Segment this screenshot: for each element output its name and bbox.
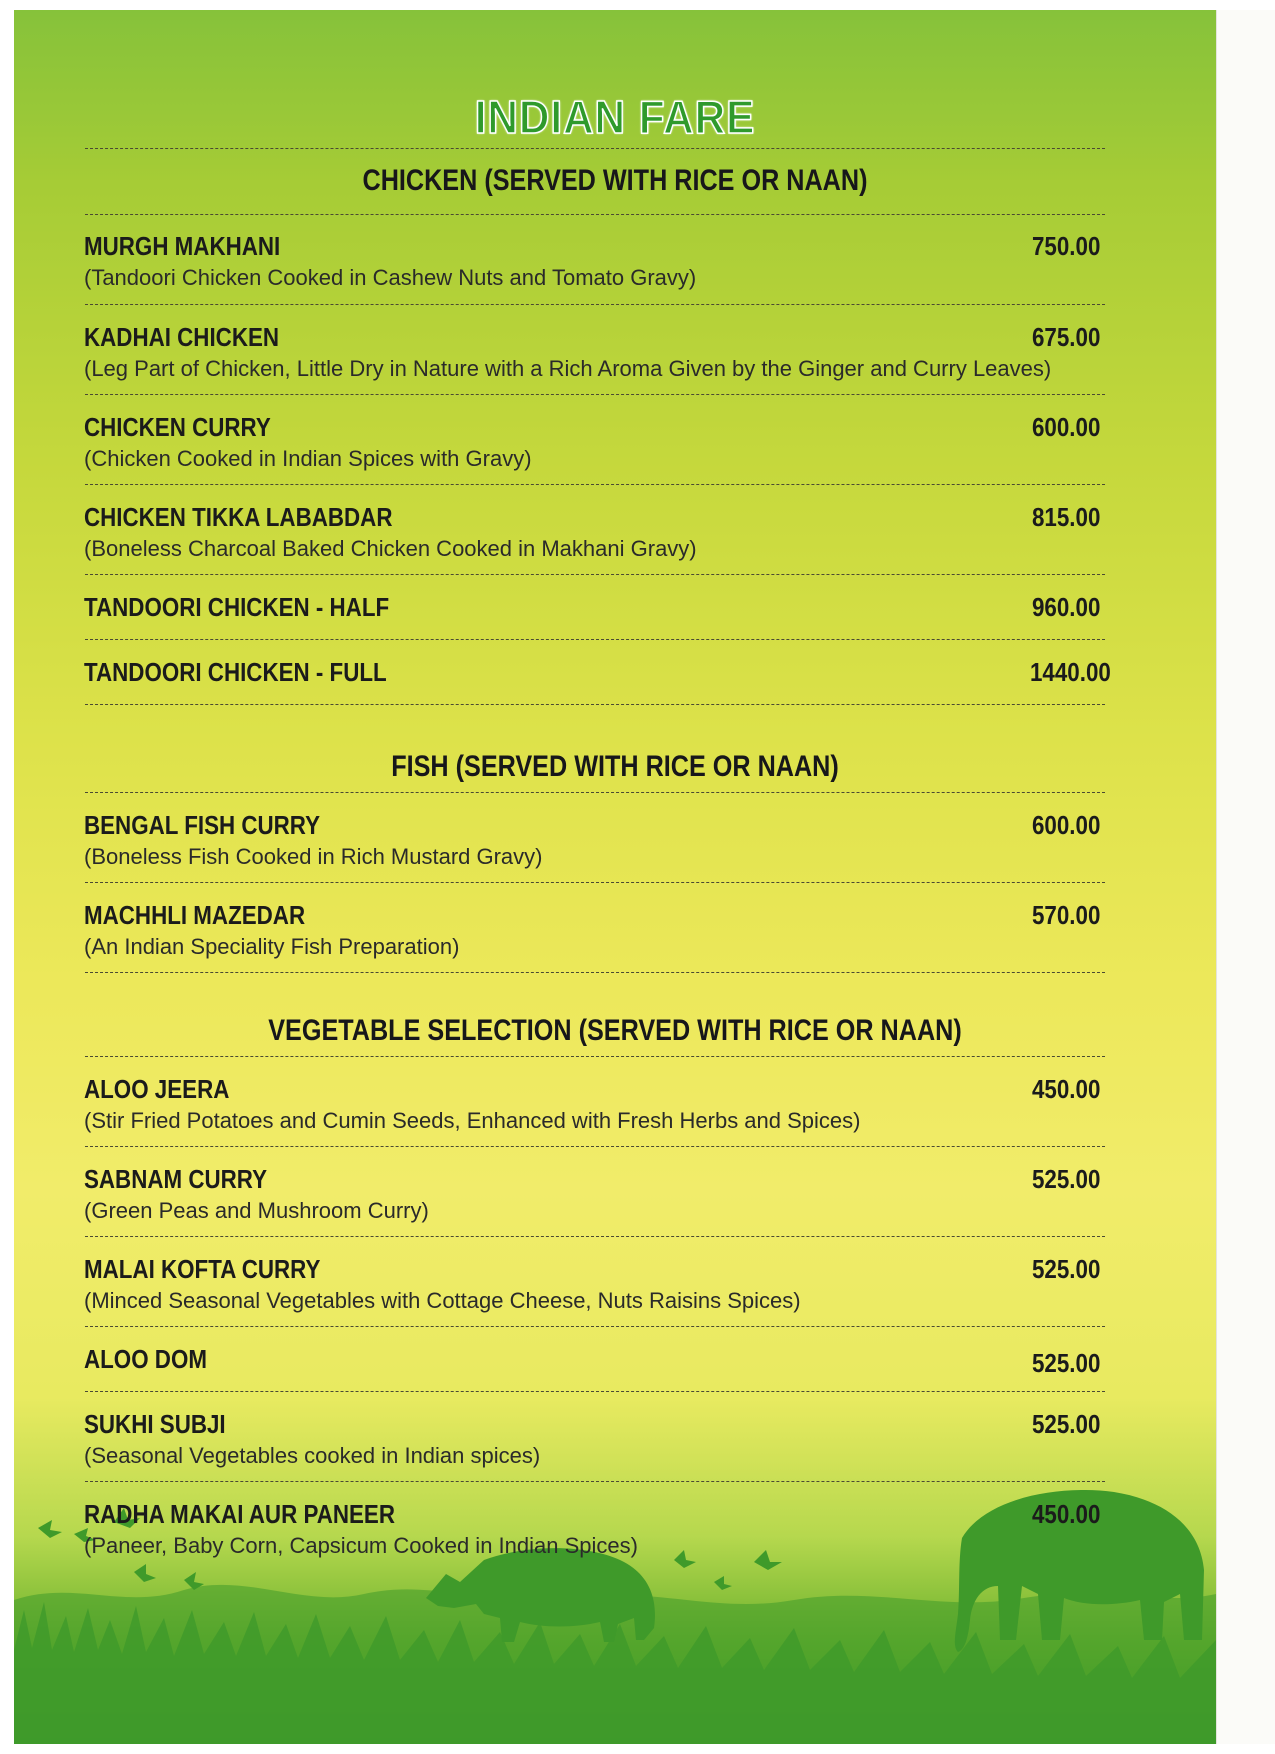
divider	[85, 704, 1105, 705]
item-name: KADHAI CHICKEN	[84, 322, 280, 352]
item-description: (Tandoori Chicken Cooked in Cashew Nuts and Tomato Gravy)	[84, 265, 697, 290]
item-description: (Minced Seasonal Vegetables with Cottage Cheese, Nuts Raisins Spices)	[84, 1288, 801, 1313]
item-name: TANDOORI CHICKEN - HALF	[84, 592, 390, 622]
item-description: (Stir Fried Potatoes and Cumin Seeds, Enhanced with Fresh Herbs and Spices)	[84, 1108, 861, 1133]
item-description: (An Indian Speciality Fish Preparation)	[84, 934, 460, 959]
item-name: CHICKEN CURRY	[84, 412, 271, 442]
item-price: 600.00	[1032, 412, 1101, 442]
menu-item	[84, 1164, 1144, 1224]
menu-item	[84, 810, 1144, 870]
section-heading-fish: FISH (SERVED WITH RICE OR NAAN)	[391, 750, 839, 783]
item-price: 525.00	[1032, 1348, 1101, 1378]
divider	[85, 1391, 1105, 1392]
divider	[85, 304, 1105, 305]
divider	[85, 1481, 1105, 1482]
item-price: 1440.00	[1030, 657, 1111, 687]
item-name: ALOO DOM	[84, 1344, 207, 1374]
divider	[85, 972, 1105, 973]
item-description: (Boneless Charcoal Baked Chicken Cooked in Makhani Gravy)	[84, 536, 697, 561]
menu-item	[84, 1344, 1144, 1378]
menu-item	[84, 1409, 1144, 1469]
item-name: TANDOORI CHICKEN - FULL	[84, 657, 387, 687]
item-description: (Seasonal Vegetables cooked in Indian spices)	[84, 1443, 541, 1468]
item-price: 525.00	[1032, 1254, 1101, 1284]
divider	[85, 1326, 1105, 1327]
item-description: (Chicken Cooked in Indian Spices with Gravy)	[84, 446, 532, 471]
menu-item	[84, 502, 1144, 562]
menu-item	[84, 412, 1144, 472]
item-description: (Boneless Fish Cooked in Rich Mustard Gravy)	[84, 844, 543, 869]
item-price: 675.00	[1032, 322, 1101, 352]
menu-item	[84, 1499, 1144, 1559]
item-name: MALAI KOFTA CURRY	[84, 1254, 321, 1284]
item-name: MACHHLI MAZEDAR	[84, 900, 306, 930]
item-name: ALOO JEERA	[84, 1074, 230, 1104]
item-description: (Leg Part of Chicken, Little Dry in Nature with a Rich Aroma Given by the Ginger and Curry Leaves)	[84, 356, 1052, 381]
menu-page	[14, 10, 1216, 1744]
item-price: 750.00	[1032, 231, 1101, 261]
divider	[85, 1236, 1105, 1237]
section-heading-vegetable: VEGETABLE SELECTION (SERVED WITH RICE OR NAAN)	[268, 1014, 962, 1047]
item-name: CHICKEN TIKKA LABABDAR	[84, 502, 393, 532]
item-name: SUKHI SUBJI	[84, 1409, 226, 1439]
menu-item	[84, 1074, 1144, 1134]
item-price: 570.00	[1032, 900, 1101, 930]
item-price: 600.00	[1032, 810, 1101, 840]
menu-item	[84, 592, 1144, 623]
menu-title: INDIAN FARE	[474, 91, 756, 143]
divider	[85, 574, 1105, 575]
item-name: MURGH MAKHANI	[84, 231, 281, 261]
divider	[85, 148, 1105, 149]
menu-item	[84, 657, 1144, 688]
menu-item	[84, 322, 1144, 382]
menu-item	[84, 231, 1144, 291]
divider	[85, 214, 1105, 215]
item-description: (Paneer, Baby Corn, Capsicum Cooked in Indian Spices)	[84, 1533, 638, 1558]
divider	[85, 1146, 1105, 1147]
item-price: 815.00	[1032, 502, 1101, 532]
item-name: RADHA MAKAI AUR PANEER	[84, 1499, 395, 1529]
item-name: BENGAL FISH CURRY	[84, 810, 321, 840]
item-description: (Green Peas and Mushroom Curry)	[84, 1198, 429, 1223]
divider	[85, 639, 1105, 640]
item-price: 450.00	[1032, 1074, 1101, 1104]
menu-item	[84, 900, 1144, 960]
menu-item	[84, 1254, 1144, 1314]
item-price: 525.00	[1032, 1164, 1101, 1194]
divider	[85, 792, 1105, 793]
divider	[85, 882, 1105, 883]
page-edge	[1216, 10, 1275, 1744]
divider	[85, 394, 1105, 395]
divider	[85, 1056, 1105, 1057]
item-price: 450.00	[1032, 1499, 1101, 1529]
divider	[85, 484, 1105, 485]
item-price: 960.00	[1032, 592, 1101, 622]
item-name: SABNAM CURRY	[84, 1164, 268, 1194]
section-heading-chicken: CHICKEN (SERVED WITH RICE OR NAAN)	[362, 164, 868, 197]
item-price: 525.00	[1032, 1409, 1101, 1439]
